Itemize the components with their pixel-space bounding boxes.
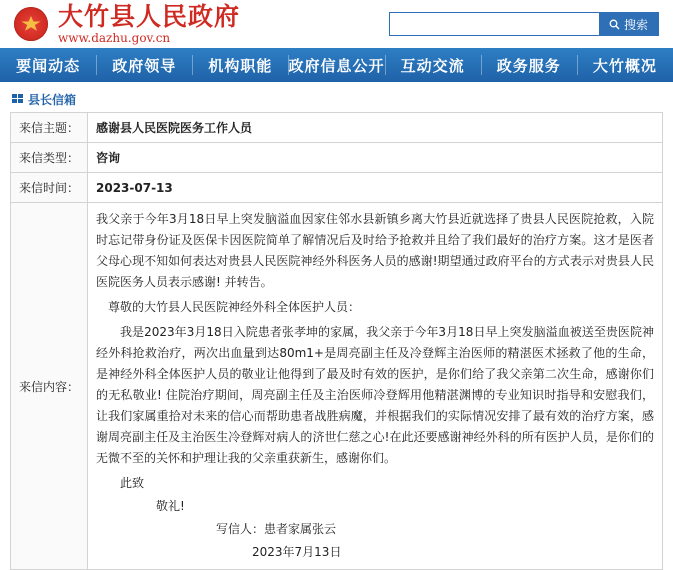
subject-value: 感谢县人民医院医务工作人员 <box>88 113 663 143</box>
date-value: 2023-07-13 <box>88 173 663 203</box>
site-branding <box>58 1 241 45</box>
national-emblem-icon <box>14 7 48 41</box>
search-icon <box>609 19 620 30</box>
nav-label: 政府领导 <box>112 56 177 75</box>
nav-label: 要闻动态 <box>16 56 81 75</box>
grid-icon <box>12 94 23 104</box>
table-row <box>11 173 663 203</box>
nav-item-departments[interactable] <box>192 48 288 82</box>
letter-salutation: 尊敬的大竹县人民医院神经外科全体医护人员： <box>108 300 361 314</box>
nav-label: 机构职能 <box>208 56 273 75</box>
nav-label: 互动交流 <box>400 56 465 75</box>
letter-signer: 写信人：患者家属张云 <box>216 522 337 536</box>
letter-content <box>88 203 663 570</box>
nav-label: 大竹概况 <box>592 56 657 75</box>
letter-paragraph: 我是2023年3月18日入院患者张孝坤的家属，我父亲于今年3月18日早上突发脑溢血被送至贵医院神经外科抢救治疗，两次出血量到达80m1+是周亮副主任及冷登辉主治医师的精湛医术拯救了他的生命，是神经外科全体医护人员的敬业让他得到了最及时有效的医护，是你们给了我父亲第二次生命，感谢你们的无私敬业! 住院治疗期间，周亮副主任及主治医师冷登辉用他精湛渊博的专业知识时指导和安慰我们，让我们家属重拾对未来的信心而帮助患者战胜病魔，并根据我们的实际情况安排了最有效的治疗方案，感谢周亮副主任及主治医生冷登辉对病人的济世仁慈之心!在此还要感谢神经外科的所有医护人员，是你们的无微不至的关怀和护理让我的父亲重获新生，感谢你们。 <box>96 325 654 465</box>
date-label: 来信时间： <box>11 173 88 203</box>
nav-item-info-disclosure[interactable] <box>288 48 384 82</box>
letter-paragraph: 我父亲于今年3月18日早上突发脑溢血因家住邻水县新镇乡离大竹县近就选择了贵县人民医院抢救，入院时忘记带身份证及医保卡因医院简单了解情况后及时给予抢救并且给了我们最好的治疗方案。这才是医者父母心现不知如何表达对贵县人民医院神经外科医务人员的感谢!期望通过政府平台的方式表示对贵县人民医院医务人员表示感谢! 并转告。 <box>96 212 654 289</box>
letter-date: 2023年7月13日 <box>252 545 342 559</box>
breadcrumb-label: 县长信箱 <box>28 92 77 107</box>
site-url: www.dazhu.gov.cn <box>58 30 171 45</box>
type-value: 咨询 <box>88 143 663 173</box>
site-title: 大竹县人民政府 <box>58 1 241 31</box>
letter-signoff-2: 敬礼! <box>156 499 185 513</box>
nav-item-overview[interactable] <box>577 48 673 82</box>
main-nav <box>0 48 673 82</box>
site-header <box>0 0 673 48</box>
table-row <box>11 143 663 173</box>
subject-label: 来信主题： <box>11 113 88 143</box>
table-row <box>11 203 663 570</box>
content-area <box>0 82 673 570</box>
nav-label: 政务服务 <box>496 56 561 75</box>
nav-item-interaction[interactable] <box>385 48 481 82</box>
nav-item-services[interactable] <box>481 48 577 82</box>
breadcrumb <box>10 88 663 110</box>
type-label: 来信类型： <box>11 143 88 173</box>
content-label: 来信内容： <box>11 203 88 570</box>
nav-label: 政府信息公开 <box>288 56 385 75</box>
search-box[interactable] <box>389 12 659 36</box>
search-button-label: 搜索 <box>623 17 648 32</box>
table-row <box>11 113 663 143</box>
nav-item-news[interactable] <box>0 48 96 82</box>
search-input[interactable] <box>390 13 599 35</box>
nav-item-leaders[interactable] <box>96 48 192 82</box>
letter-table <box>10 112 663 570</box>
search-button[interactable] <box>599 13 658 35</box>
letter-signoff-1: 此致 <box>120 476 145 490</box>
